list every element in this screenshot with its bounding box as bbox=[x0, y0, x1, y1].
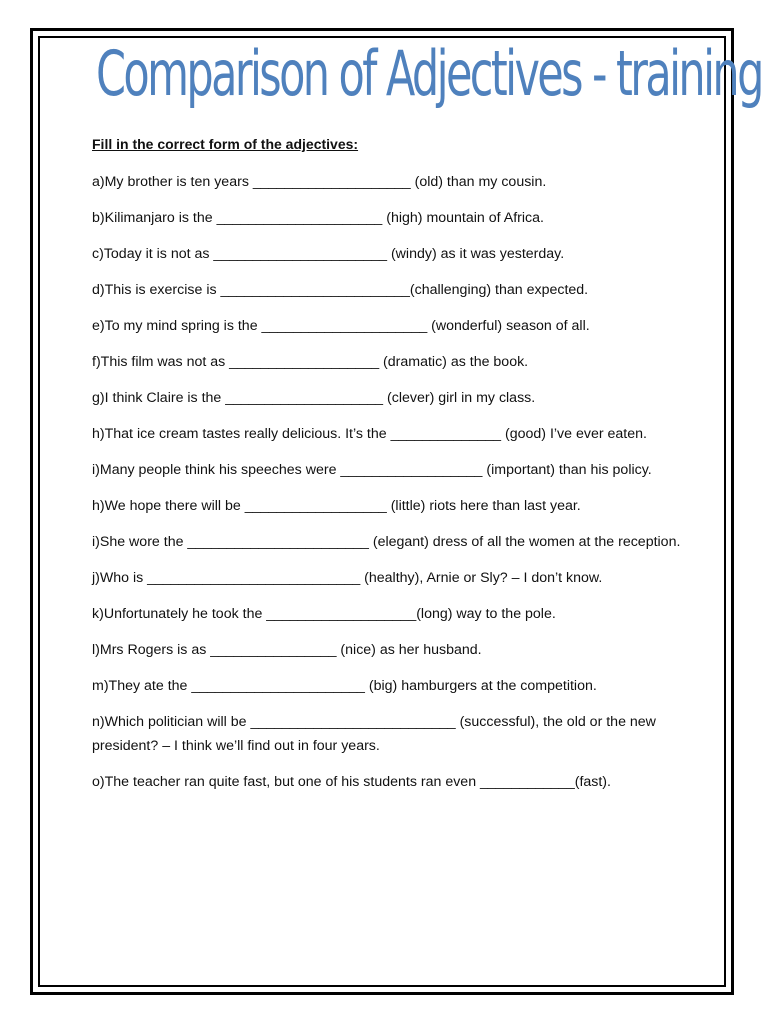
exercise-item-b: b)Kilimanjaro is the _____________________ (high) mountain of Africa. bbox=[92, 210, 544, 226]
exercise-item-n: n)Which politician will be __________________________ (successful), the old or the new president? – I think we’ll find out in four years. bbox=[92, 714, 660, 754]
worksheet-instruction: Fill in the correct form of the adjectives: bbox=[92, 136, 359, 152]
exercise-item-d: d)This is exercise is ________________________(challenging) than expected. bbox=[92, 282, 589, 298]
exercise-item-i2: i)She wore the _______________________ (elegant) dress of all the women at the reception. bbox=[92, 534, 681, 550]
exercise-item-m: m)They ate the ______________________ (big) hamburgers at the competition. bbox=[92, 678, 597, 694]
exercise-list bbox=[92, 170, 688, 806]
exercise-item-h: h)That ice cream tastes really delicious. It’s the ______________ (good) I’ve ever eaten. bbox=[92, 426, 647, 442]
exercise-item-a: a)My brother is ten years ____________________ (old) than my cousin. bbox=[92, 174, 547, 190]
exercise-item-l: l)Mrs Rogers is as ________________ (nice) as her husband. bbox=[92, 642, 482, 658]
worksheet-title: Comparison of Adjectives - training bbox=[96, 38, 762, 111]
exercise-item-c: c)Today it is not as ______________________ (windy) as it was yesterday. bbox=[92, 246, 565, 262]
exercise-item-i: i)Many people think his speeches were __________________ (important) than his policy. bbox=[92, 462, 652, 478]
exercise-item-g: g)I think Claire is the ____________________ (clever) girl in my class. bbox=[92, 390, 536, 406]
exercise-item-f: f)This film was not as ___________________ (dramatic) as the book. bbox=[92, 354, 529, 370]
exercise-item-h2: h)We hope there will be __________________ (little) riots here than last year. bbox=[92, 498, 581, 514]
exercise-item-j: j)Who is ___________________________ (healthy), Arnie or Sly? – I don’t know. bbox=[92, 570, 603, 586]
exercise-item-o: o)The teacher ran quite fast, but one of his students ran even ____________(fast). bbox=[92, 774, 611, 790]
exercise-item-e: e)To my mind spring is the _____________________ (wonderful) season of all. bbox=[92, 318, 590, 334]
exercise-item-k: k)Unfortunately he took the ___________________(long) way to the pole. bbox=[92, 606, 556, 622]
